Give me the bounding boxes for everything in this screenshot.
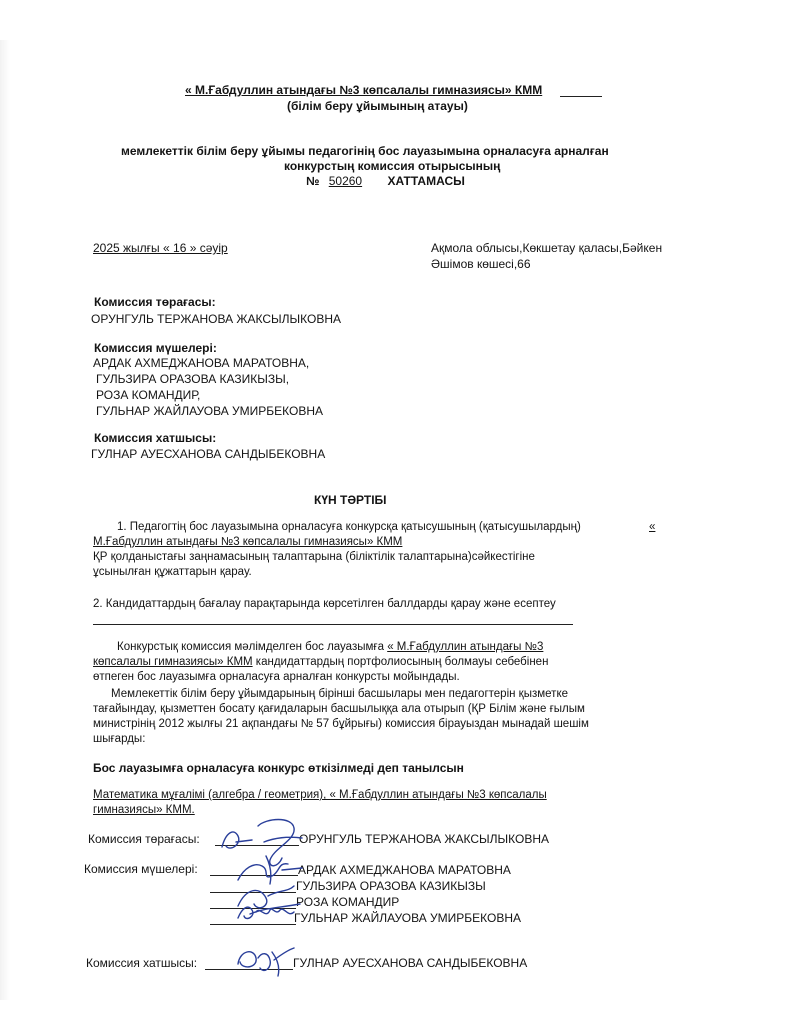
decision-heading: Бос лауазымға орналасуға конкурс өткізілмеді деп танылсын	[93, 761, 464, 775]
commission-member: РОЗА КОМАНДИР,	[96, 388, 201, 402]
commission-member: ГУЛЬНАР ЖАЙЛАУОВА УМИРБЕКОВНА	[96, 404, 324, 418]
body-paragraph-1-line-1	[117, 640, 543, 655]
commission-chair-label: Комиссия төрағасы:	[94, 295, 216, 309]
commission-chair-name: ОРУНГУЛЬ ТЕРЖАНОВА ЖАКСЫЛЫКОВНА	[91, 312, 341, 326]
body-paragraph-2-line-2: тағайындау, қызметтен босату қағидаларын басшылыққа ала отырып (ҚР Білім және ғылым	[93, 703, 585, 715]
agenda-item-1-line-4: ұсынылған құжаттарын қарау.	[93, 566, 252, 578]
protocol-word: ХАТТАМАСЫ	[387, 174, 465, 188]
signature-secretary-name: ГУЛНАР АУЕСХАНОВА САНДЫБЕКОВНА	[293, 956, 528, 970]
body-paragraph-2-line-3: министрінің 2012 жылғы 21 ақпандағы № 57 бұйрығы) комиссия бірауыздан мынадай шешім	[93, 718, 589, 730]
signature-member-name: ГУЛЬЗИРА ОРАЗОВА КАЗИКЫЗЫ	[296, 879, 486, 893]
address-line-1: Ақмола облысы,Көкшетау қаласы,Бәйкен	[431, 241, 663, 255]
member-signature	[232, 896, 302, 928]
org-caption: (білім беру ұйымының атауы)	[287, 99, 468, 113]
agenda-separator	[93, 624, 573, 625]
protocol-date: 2025 жылғы « 16 » сәуір	[93, 241, 228, 255]
decision-line-1: Математика мұғалімі (алгебра / геометрия), « М.Ғабдуллин атындағы №3 көпсалалы	[93, 789, 547, 801]
agenda-item-1-line-3: ҚР қолданыстағы заңнамасының талаптарына (біліктілік талаптарына)сәйкестігіне	[93, 551, 535, 563]
commission-secretary-name: ГУЛНАР АУЕСХАНОВА САНДЫБЕКОВНА	[91, 447, 326, 461]
page-edge-shadow	[0, 40, 10, 1000]
signature-member-name: РОЗА КОМАНДИР	[296, 895, 400, 909]
body-p1-org: « М.Ғабдуллин атындағы №3	[387, 641, 544, 653]
signature-member-name: ГУЛЬНАР ЖАЙЛАУОВА УМИРБЕКОВНА	[294, 911, 522, 925]
secretary-signature	[228, 938, 298, 978]
commission-members-label: Комиссия мүшелері:	[94, 341, 217, 355]
protocol-number-line	[306, 174, 465, 188]
commission-secretary-label: Комиссия хатшысы:	[94, 431, 217, 445]
address-line-2: Әшімов көшесі,66	[431, 257, 531, 271]
org-name-underline-tail	[560, 96, 602, 97]
signature-member-name: АРДАК АХМЕДЖАНОВА МАРАТОВНА	[298, 863, 511, 877]
signature-chair-name: ОРУНГУЛЬ ТЕРЖАНОВА ЖАКСЫЛЫКОВНА	[299, 832, 549, 846]
commission-member: ГУЛЬЗИРА ОРАЗОВА КАЗИКЫЗЫ,	[96, 372, 290, 386]
signature-members-label: Комиссия мүшелері:	[84, 862, 198, 876]
protocol-number: 50260	[328, 174, 363, 188]
number-sign: №	[306, 174, 320, 188]
agenda-item-1-org-start: «	[649, 521, 656, 533]
body-paragraph-1-line-3: өтпеген бос лауазымға орналасуға арналған конкурсты мойындады.	[93, 671, 460, 683]
body-paragraph-2-line-4: шығарды:	[93, 733, 146, 745]
agenda-item-1-org: М.Ғабдуллин атындағы №3 көпсалалы гимназиясы» КММ	[93, 536, 403, 548]
signature-chair-label: Комиссия төрағасы:	[88, 832, 200, 846]
signature-secretary-label: Комиссия хатшысы:	[86, 956, 198, 970]
body-p1-reason: кандидаттардың портфолиосының болмауы себебінен	[252, 656, 549, 668]
agenda-item-2: 2. Кандидаттардың бағалау парақтарында көрсетілген баллдарды қарау және есептеу	[93, 598, 556, 610]
decision-line-2: гимназиясы» КММ.	[93, 804, 195, 816]
title-line-1: мемлекеттік білім беру ұйымы педагогінің бос лауазымына орналасуға арналған	[121, 144, 609, 158]
body-paragraph-1-line-2	[93, 655, 548, 670]
org-name: « М.Ғабдуллин атындағы №3 көпсалалы гимназиясы» КММ	[185, 83, 543, 97]
title-line-2: конкурстың комиссия отырысының	[284, 159, 501, 173]
body-p1-lead: Конкурстық комиссия мәлімделген бос лауазымға	[117, 641, 388, 653]
body-paragraph-2-line-1: Мемлекеттік білім беру ұйымдарының бірінші басшылары мен педагогтерін қызметке	[111, 688, 568, 700]
agenda-heading: КҮН ТӘРТІБІ	[314, 493, 387, 507]
body-p1-org-cont: көпсалалы гимназиясы» КММ	[93, 656, 253, 668]
commission-member: АРДАК АХМЕДЖАНОВА МАРАТОВНА,	[93, 356, 310, 370]
agenda-item-1-text: 1. Педагогтің бос лауазымына орналасуға конкурсқа қатысушының (қатысушылардың)	[117, 521, 581, 533]
